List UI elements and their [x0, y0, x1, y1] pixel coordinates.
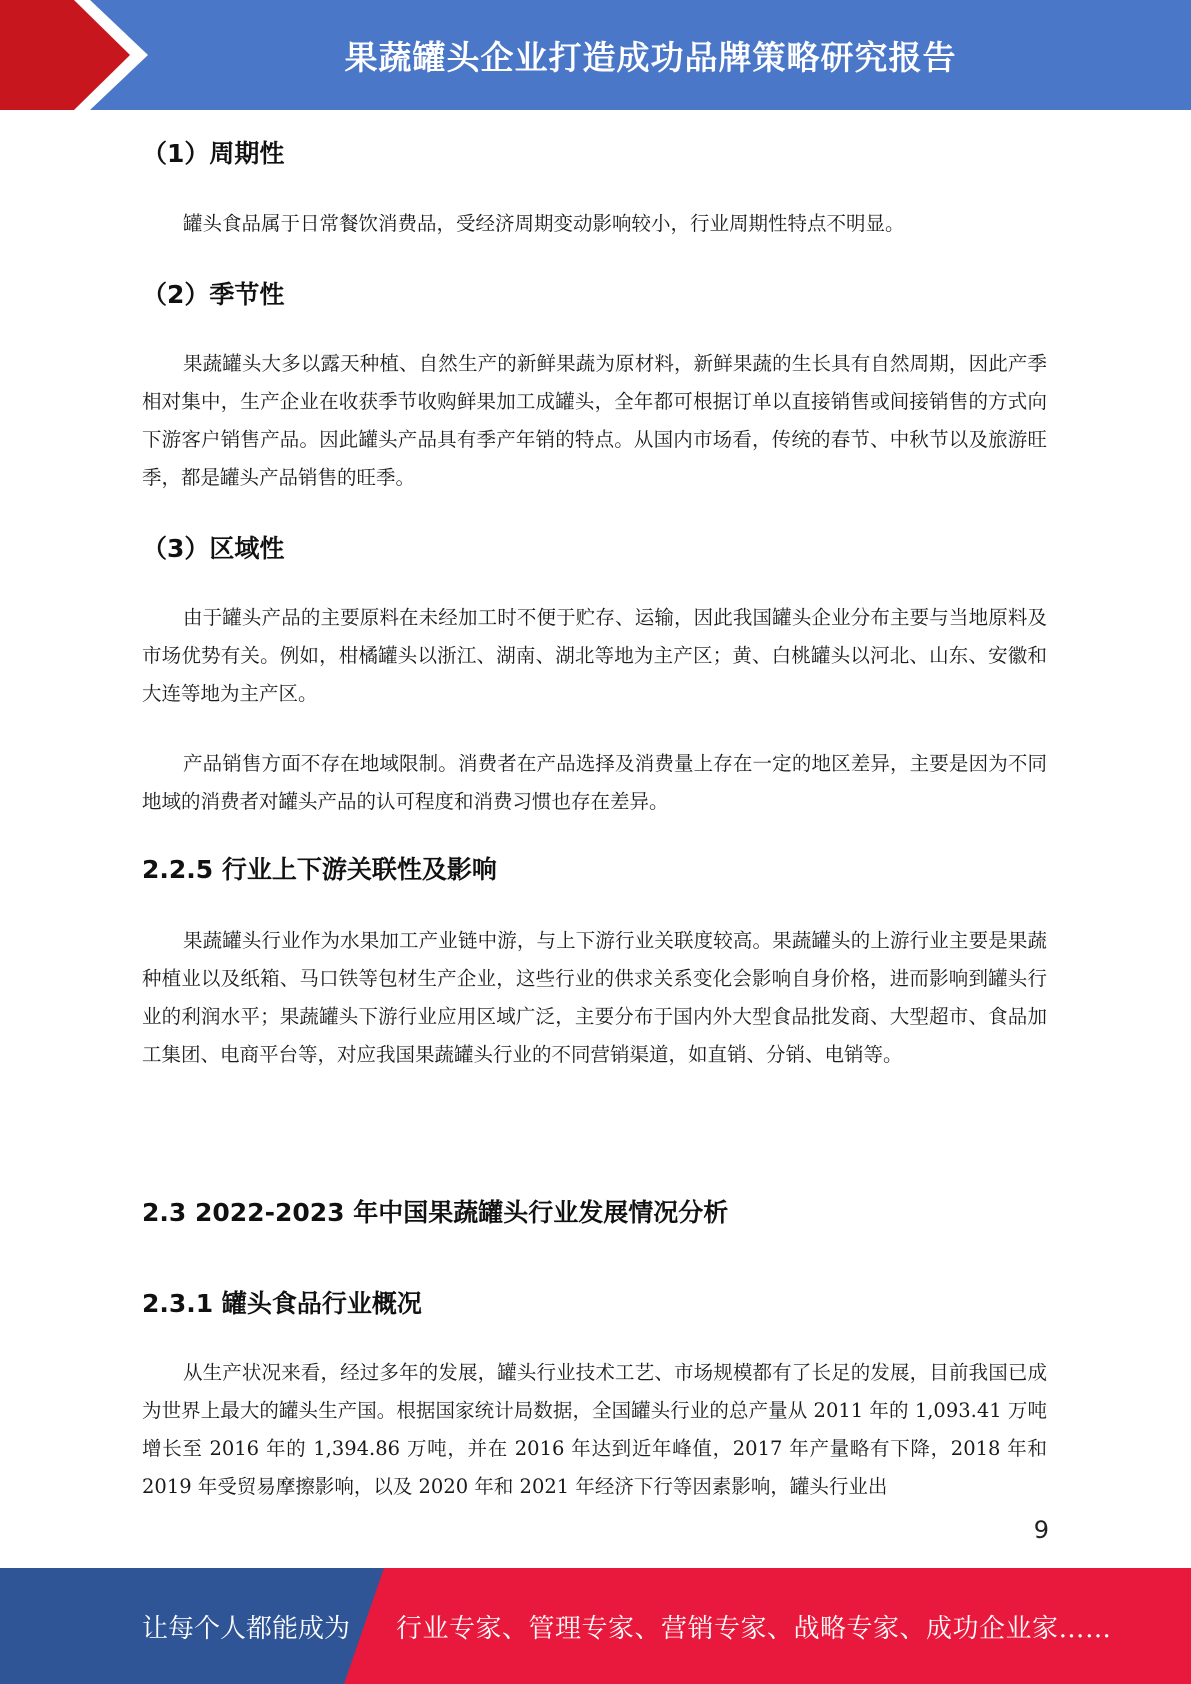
footer-slogan-right: 行业专家、管理专家、营销专家、战略专家、成功企业家……	[396, 1613, 1112, 1644]
page-header	[0, 0, 1191, 110]
subheading-seasonality: （2）季节性	[142, 280, 285, 309]
paragraph-seasonality: 果蔬罐头大多以露天种植、自然生产的新鲜果蔬为原材料，新鲜果蔬的生长具有自然周期，因此产季相对集中，生产企业在收获季节收购鲜果加工成罐头，全年都可根据订单以直接销售或间接销售的方式向下游客户销售产品。因此罐头产品具有季产年销的特点。从国内市场看，传统的春节、中秋节以及旅游旺季，都是罐头产品销售的旺季。	[142, 352, 1047, 489]
document-title: 果蔬罐头企业打造成功品牌策略研究报告	[344, 37, 957, 77]
subheading-regionality: （3）区域性	[142, 534, 285, 563]
paragraph-canned-food-overview: 从生产状况来看，经过多年的发展，罐头行业技术工艺、市场规模都有了长足的发展，目前我国已成为世界上最大的罐头生产国。根据国家统计局数据，全国罐头行业的总产量从 2011 年的 1,093.41 万吨增长至 2016 年的 1,394.86 万吨，并在 2016 年达到近年峰值，2017 年产量略有下降，2018 年和 2019 年受贸易摩擦影响，以及 2020 年和 2021 年经济下行等因素影响，罐头行业出	[142, 1361, 1047, 1498]
subheading-cyclicality: （1）周期性	[142, 139, 285, 168]
section-heading-2-2-5: 2.2.5 行业上下游关联性及影响	[142, 855, 497, 884]
paragraph-regionality-2: 产品销售方面不存在地域限制。消费者在产品选择及消费量上存在一定的地区差异，主要是因为不同地域的消费者对罐头产品的认可程度和消费习惯也存在差异。	[142, 752, 1047, 813]
page-number: 9	[1033, 1516, 1049, 1544]
page-footer	[0, 1568, 1191, 1684]
section-heading-2-3-1: 2.3.1 罐头食品行业概况	[142, 1289, 422, 1318]
footer-slogan-left: 让每个人都能成为	[142, 1613, 351, 1644]
section-heading-2-3: 2.3 2022-2023 年中国果蔬罐头行业发展情况分析	[142, 1198, 729, 1227]
paragraph-regionality-1: 由于罐头产品的主要原料在未经加工时不便于贮存、运输，因此我国罐头企业分布主要与当地原料及市场优势有关。例如，柑橘罐头以浙江、湖南、湖北等地为主产区；黄、白桃罐头以河北、山东、安徽和大连等地为主产区。	[142, 606, 1047, 705]
paragraph-cyclicality: 罐头食品属于日常餐饮消费品，受经济周期变动影响较小，行业周期性特点不明显。	[183, 212, 905, 235]
paragraph-upstream-downstream: 果蔬罐头行业作为水果加工产业链中游，与上下游行业关联度较高。果蔬罐头的上游行业主要是果蔬种植业以及纸箱、马口铁等包材生产企业，这些行业的供求关系变化会影响自身价格，进而影响到罐头行业的利润水平；果蔬罐头下游行业应用区域广泛，主要分布于国内外大型食品批发商、大型超市、食品加工集团、电商平台等，对应我国果蔬罐头行业的不同营销渠道，如直销、分销、电销等。	[142, 929, 1047, 1066]
